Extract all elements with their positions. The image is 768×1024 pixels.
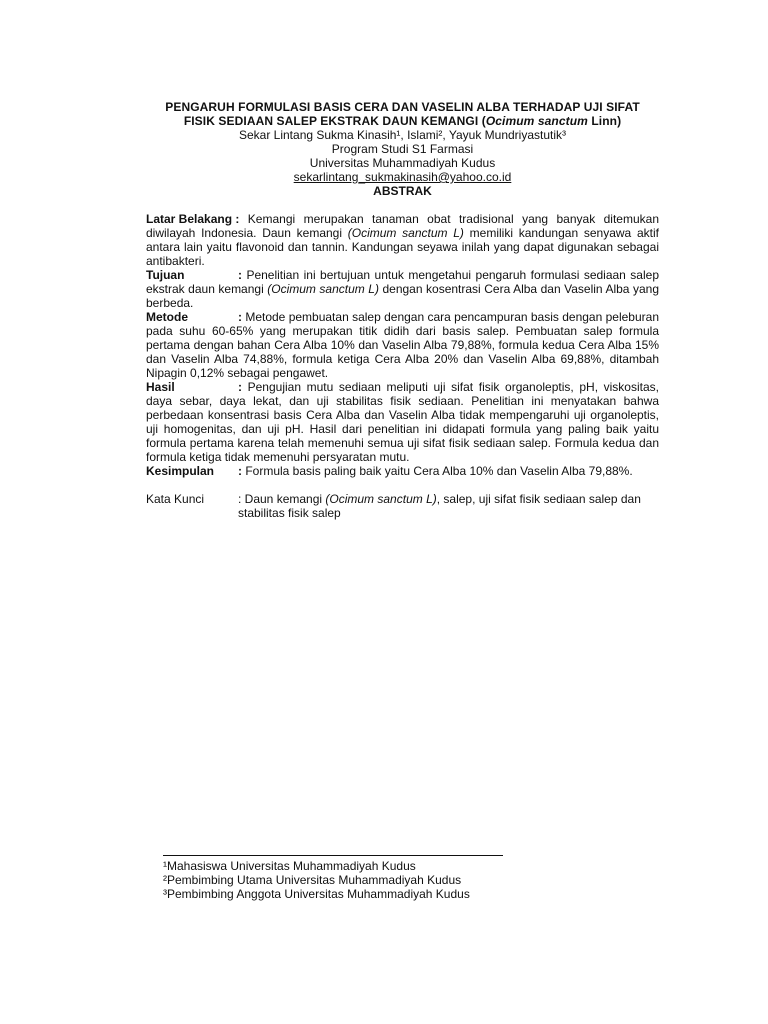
section-latar-belakang [146, 212, 659, 268]
abstract-heading: ABSTRAK [373, 184, 432, 198]
hasil-colon: : [238, 380, 242, 394]
kesimpulan-colon: : [238, 464, 242, 478]
keywords-row [146, 492, 659, 520]
author-email[interactable]: sekarlintang_sukmakinasih@yahoo.co.id [293, 170, 512, 184]
metode-colon: : [238, 310, 242, 324]
tujuan-label: Tujuan [146, 268, 185, 282]
title-line-2-pre: FISIK SEDIAAN SALEP EKSTRAK DAUN KEMANGI ( [183, 114, 486, 128]
title-line-1: PENGARUH FORMULASI BASIS CERA DAN VASELIN ALBA TERHADAP UJI SIFAT [165, 100, 640, 114]
latar-text-2: memiliki kandungan senyawa aktif antara lain yaitu flavonoid dan tannin. Kandungan seyawa inilah yang dapat digunakan sebagai antibakteri. [146, 226, 659, 268]
authors: Sekar Lintang Sukma Kinasih¹, Islami², Yayuk Mundriyastutik³ [238, 128, 567, 142]
hasil-label: Hasil [146, 380, 175, 394]
footnote-1: ¹Mahasiswa Universitas Muhammadiyah Kudus [163, 859, 416, 873]
tujuan-italic: (Ocimum sanctum L) [267, 282, 379, 296]
abstract-page [146, 100, 659, 520]
kesimpulan-label: Kesimpulan [146, 464, 215, 478]
keywords-text [238, 492, 659, 520]
paper-title [146, 100, 659, 128]
section-metode [146, 310, 659, 380]
footnote-3: ³Pembimbing Anggota Universitas Muhammadiyah Kudus [163, 887, 470, 901]
tujuan-text-2: dengan kosentrasi Cera Alba dan Vaselin Alba yang berbeda. [146, 282, 659, 310]
section-tujuan [146, 268, 659, 310]
keywords-italic: (Ocimum sanctum L) [325, 492, 437, 506]
latar-text-1: Kemangi merupakan tanaman obat tradisional yang banyak ditemukan diwilayah Indonesia. Daun kemangi [146, 212, 659, 240]
kesimpulan-text: Formula basis paling baik yaitu Cera Alba 10% dan Vaselin Alba 79,88%. [242, 464, 633, 478]
hasil-text: Pengujian mutu sediaan meliputi uji sifat fisik organoleptis, pH, viskositas, daya sebar, daya lekat, dan uji stabilitas fisik sediaan. Penelitian ini menyatakan bahwa perbedaan konsentrasi basis Cera Alba dan Vaselin Alba tidak mempengaruhi uji organoleptis, uji homogenitas, dan uji pH. Hasil dari penelitian ini didapati formula yang paling baik yaitu formula pertama karena telah memenuhi semua uji sifat fisik sediaan salep. Formula kedua dan formula ketiga tidak memenuhi persyaratan mutu. [146, 380, 659, 464]
title-line-2-post: Linn) [587, 114, 622, 128]
program: Program Studi S1 Farmasi [331, 142, 474, 156]
section-hasil [146, 380, 659, 464]
keywords-label: Kata Kunci [146, 492, 205, 506]
footnotes [163, 855, 503, 901]
latar-label: Latar Belakang : [146, 212, 240, 226]
title-species: Ocimum sanctum [485, 114, 588, 128]
footnote-2: ²Pembimbing Utama Universitas Muhammadiyah Kudus [163, 873, 462, 887]
title-line-2 [184, 114, 621, 128]
keywords-text-2: , salep, uji sifat fisik sediaan salep dan stabilitas fisik salep [238, 492, 641, 520]
metode-text: Metode pembuatan salep dengan cara pencampuran basis dengan peleburan pada suhu 60-65% yang merupakan titik didih dari basis salep. Pembuatan salep formula pertama dengan bahan Cera Alba 10% dan Vaselin Alba 79,88%, formula kedua Cera Alba 15% dan Vaselin Alba 74,88%, formula ketiga Cera Alba 20% dan Vaselin Alba 69,88%, ditambah Nipagin 0,12% sebagai pengawet. [146, 310, 659, 380]
tujuan-text-1: Penelitian ini bertujuan untuk mengetahui pengaruh formulasi sediaan salep ekstrak daun kemangi [146, 268, 659, 296]
keywords-text-1: : Daun kemangi [238, 492, 326, 506]
tujuan-colon: : [238, 268, 242, 282]
section-kesimpulan [146, 464, 659, 478]
university: Universitas Muhammadiyah Kudus [309, 156, 496, 170]
metode-label: Metode [146, 310, 188, 324]
latar-italic: (Ocimum sanctum L) [347, 226, 464, 240]
